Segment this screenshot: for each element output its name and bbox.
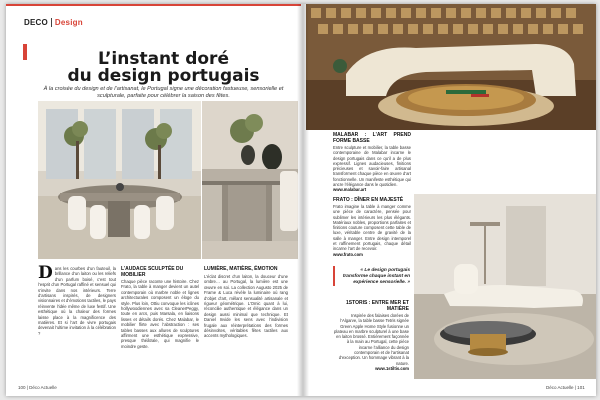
frato-url: www.frato.com [333,251,363,257]
section-label: DECO [24,18,48,27]
malabar-caption [333,132,411,193]
table-detail-photo [202,101,298,259]
malabar-heading: MALABAR : L’ART PREND FORME BASSE [333,132,411,144]
quote-bar [333,266,335,286]
intro-dropcap: D [38,263,53,283]
frato-text: Frato imagine la table à manger comme une pièce de caractère, pensée pour sublimer les intérieurs les plus élégants. Matériaux nobles, proportions parfaites et finitions couture composent cette table de luxe, véritable centre de gravité de la salle à manger. Entre design intemporel et raffinement portugais, chaque détail incarne l’art de recevoir. [333,204,411,252]
accent-line [6,4,301,6]
header-divider [51,18,52,27]
malabar-text: Entre sculpture et mobilier, la table basse contemporaine de Malabar incarne le design portugais dans ce qu’il a de plus expressif. Lignes audacieuses, finitions précieuses et savoir-faire artisanal transforment chaque pièce en œuvre d’art fonctionnelle. Un manifeste esthétique qui ancre l’élégance dans le quotidien. [333,145,411,188]
tetris-url: www.1stiltis.com [375,365,409,371]
article-subtitle: À la croisée du design et de l’artisanat, le Portugal signe une décoration fastueuse, sensorielle et sculpturale, parfaite pour célébrer la saison des fêtes. [43,86,284,99]
title-accent-block [23,44,27,60]
dining-room-photo [38,101,201,259]
tetris-text: Inspirée des falaises dorées de l’Algarve, la table basse Tetris signée Green Apple Home Style fusionne un plateau en marbre sculpturel à une base en laiton brossé. Entièrement façonnée à la main au Portugal, cette pièce incarne l’alliance du design contemporain et de l’artisanat d’exception. Un hommage vibrant à la nature. [334,313,409,366]
article-title [36,51,291,85]
left-folio: 100 | Déco Actuelle [18,385,57,390]
title-line-2: du design portugais [67,66,260,86]
frato-caption [333,197,411,257]
title-line-1: L’instant doré [98,49,229,69]
intro-text: ans les courbes d’un fauteuil, la brillance d’un laiton ou les reliefs d’un parfum boisé, c’est tout l’esprit d’un Portugal raffiné et sensuel qui s’invite dans nos intérieurs. Terre d’artisans inspirés, de designers visionnaires et d’émotions tactiles, le pays réinvente l’idée même de luxe festif. Une esthétique où la chaleur des formes laisse place à la magnificence des matières. Et si l’art de vivre portugais devenait l’ultime invitation à la célébration ? [38,266,116,336]
pull-quote: « Le design portugais transforme chaque instant en expérience sensorielle. » [342,268,410,285]
section-header [24,18,83,27]
tetris-heading: 1STORIS : ENTRE MER ET MATIÈRE [346,300,409,312]
lounge-photo [306,4,596,130]
furniture-text: Chaque pièce raconte une histoire. Chez Frato, la table à manger devient un autel contemporain où marbre noble et lignes architecturales composent un éloge du style. Plus loin, Ottiu convoque les icônes hollywoodiennes avec sa CleanerPeggy, toute en arcs, puis Marsala, en liaisons lisses et détails dorés. Chez Malabar, le mobilier flirte avec l’abstraction : ses tables basses aux allures de sculptures affirment une esthétique expressive, presque théâtrale, qui magnifie le moindre geste. [121,279,199,349]
light-heading: LUMIÈRE, MATIÈRE, ÉMOTION [204,266,278,272]
living-room-photo [414,194,596,379]
magazine-spread [6,4,596,396]
malabar-url: www.malabar.art [333,187,367,193]
right-folio: Déco Actuelle | 101 [546,385,585,390]
intro-column [38,263,116,336]
light-text: L’éclat discret d’un laiton, la douceur d’une ombre… au Portugal, la lumière est une œuvre en soi. La collection Augusto 2025 de Frame & Luca révèle la luminaire où rang d’objet d’art, mêlant sensualité artisanale et rigueur géométrique. L’Omic quant à lui, réconcilie authentique et élégance dans un design aussi minimal que technique. Et Daniel Invide les sens avec l’indivision frugale aux réinterprétations des formes désinvoltes, véritables fêtes tactiles aux accents mythologiques. [204,274,288,339]
subsection-label: Design [54,18,83,27]
tetris-caption [333,300,409,371]
furniture-heading: L’AUDACE SCULPTÉE DU MOBILIER [121,266,184,278]
frato-heading: FRATO : DÎNER EN MAJESTÉ [333,197,404,203]
spread-gutter [297,4,309,396]
